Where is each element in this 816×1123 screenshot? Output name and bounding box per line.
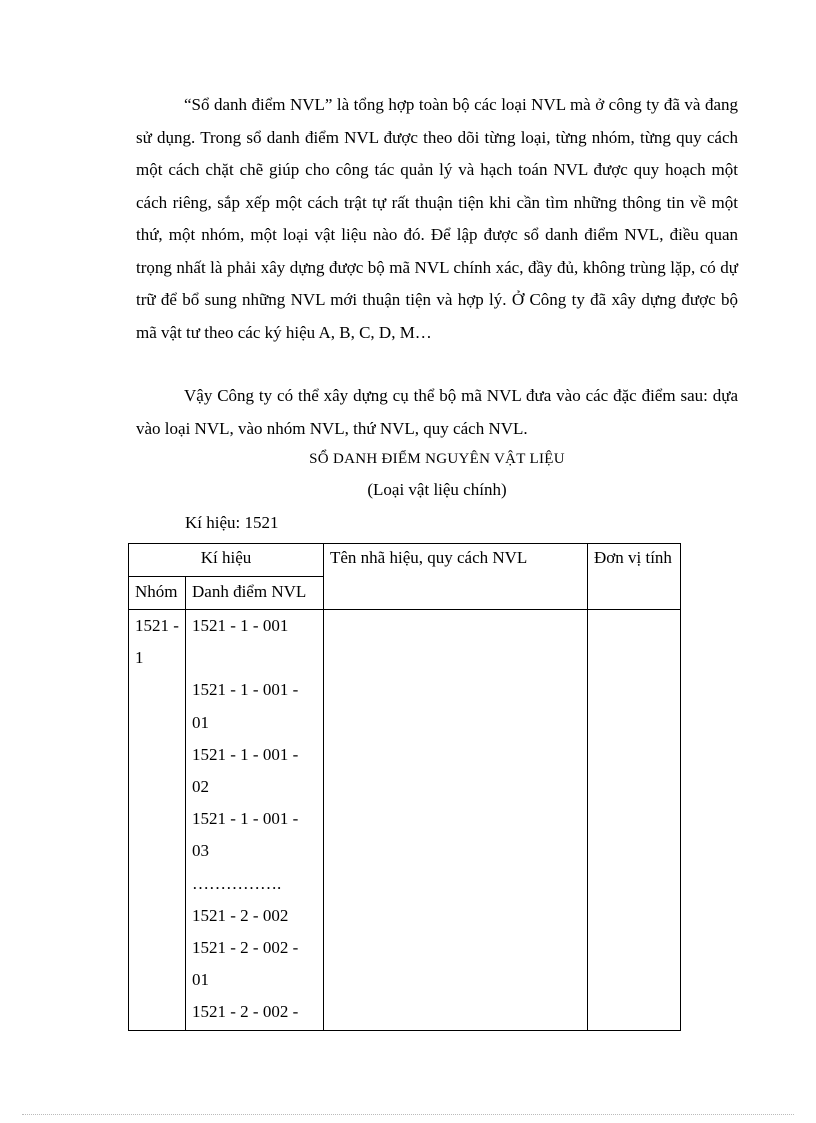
header-ten-label: Tên nhã hiệu, quy cách NVL bbox=[330, 548, 528, 567]
code-item: 1521 - 1 - 001 - 02 bbox=[192, 744, 299, 796]
code-item: 1521 - 1 - 001 bbox=[192, 616, 289, 635]
cell-dvt bbox=[588, 610, 681, 1031]
ledger-code-label: Kí hiệu: 1521 bbox=[185, 513, 279, 532]
header-ten-quy-cach bbox=[324, 544, 588, 610]
table-row bbox=[129, 610, 681, 1031]
ledger-title: SỔ DANH ĐIỂM NGUYÊN VẬT LIỆU bbox=[309, 451, 565, 467]
material-code-table bbox=[128, 543, 681, 1031]
table-header-row bbox=[129, 544, 681, 577]
code-item: 1521 - 1 - 001 - 03 bbox=[192, 809, 299, 861]
spacer bbox=[192, 642, 317, 674]
ledger-subtitle: (Loại vật liệu chính) bbox=[367, 480, 507, 499]
second-paragraph: Vậy Công ty có thể xây dựng cụ thể bộ mã NVL đưa vào các đặc điểm sau: dựa vào loại NVL, vào nhóm NVL, thứ NVL, quy cách NVL. bbox=[136, 386, 738, 438]
header-kihieu: Kí hiệu bbox=[129, 544, 324, 577]
header-nhom: Nhóm bbox=[129, 577, 186, 610]
code-item: 1521 - 1 - 001 - 01 bbox=[192, 680, 299, 732]
cell-nhom bbox=[129, 610, 186, 1031]
cell-ten bbox=[324, 610, 588, 1031]
ellipsis-row: ……………. bbox=[192, 873, 282, 893]
cell-danh-diem bbox=[186, 610, 324, 1031]
page-bottom-divider bbox=[22, 1114, 794, 1115]
header-dvt-label: Đơn vị tính bbox=[594, 548, 672, 567]
header-don-vi-tinh bbox=[588, 544, 681, 610]
code-item: 1521 - 2 - 002 - bbox=[192, 1002, 299, 1022]
header-danh-diem: Danh điểm NVL bbox=[186, 577, 324, 610]
intro-paragraph: “Sổ danh điểm NVL” là tổng hợp toàn bộ các loại NVL mà ở công ty đã và đang sử dụng. Trong sổ danh điểm NVL được theo dõi từng loại, từng nhóm, từng quy cách một cách chặt chẽ giúp cho công tác quản lý và hạch toán NVL được quy hoạch một cách riêng, sắp xếp một cách trật tự rất thuận tiện khi cần tìm những thông tin về một thứ, một nhóm, một loại vật liệu nào đó. Để lập được sổ danh điểm NVL, điều quan trọng nhất là phải xây dựng được bộ mã NVL chính xác, đầy đủ, không trùng lặp, có dự trữ để bổ sung những NVL mới thuận tiện và hợp lý. Ở Công ty đã xây dựng được bộ mã vật tư theo các ký hiệu A, B, C, D, M… bbox=[136, 95, 738, 342]
code-item: 1521 - 2 - 002 - 01 bbox=[192, 938, 299, 990]
code-item: 1521 - 2 - 002 bbox=[192, 905, 289, 925]
nhom-value: 1521 - 1 bbox=[135, 616, 179, 668]
